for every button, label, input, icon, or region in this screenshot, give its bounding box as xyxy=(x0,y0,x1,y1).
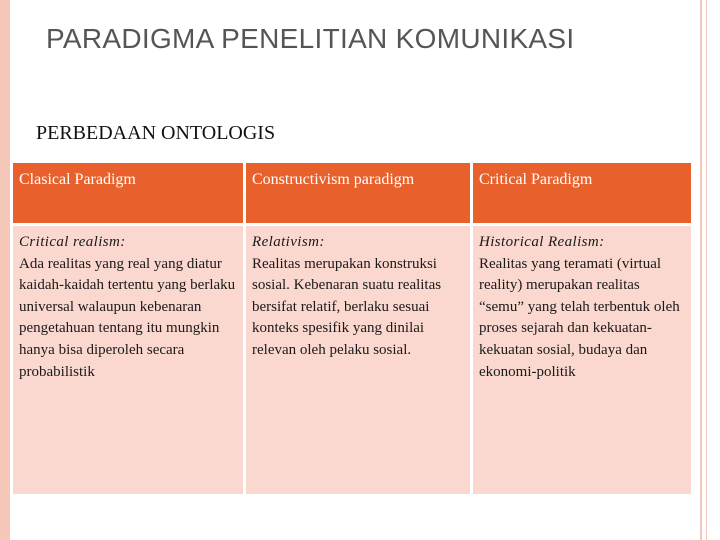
right-accent-border-inner xyxy=(706,0,707,540)
table-row xyxy=(13,226,691,494)
right-accent-border xyxy=(700,0,702,540)
cell-label-historical-realism: Historical Realism: xyxy=(479,234,605,250)
cell-body-critical: Realitas yang teramati (virtual reality) merupakan realitas “semu” yang telah terbentuk oleh proses sejarah dan kekuatan-kekuatan sosial, budaya dan ekonomi-politik xyxy=(479,255,680,380)
slide-subtitle: PERBEDAAN ONTOLOGIS xyxy=(36,122,276,144)
table-header-row xyxy=(13,163,691,223)
cell-body-classical: Ada realitas yang real yang diatur kaidah-kaidah tertentu yang berlaku universal walaupun kebenaran pengetahuan tentang itu mungkin hanya bisa diperoleh secara probabilistik xyxy=(19,255,236,380)
header-critical-paradigm: Critical Paradigm xyxy=(473,163,691,223)
slide-title: PARADIGMA PENELITIAN KOMUNIKASI xyxy=(46,23,575,54)
cell-body-constructivism: Realitas merupakan konstruksi sosial. Kebenaran suatu realitas bersifat relatif, berlaku sesuai konteks spesifik yang dinilai relevan oleh pelaku sosial. xyxy=(252,255,442,358)
left-accent-border xyxy=(0,0,10,540)
paradigm-comparison-table xyxy=(10,160,694,497)
cell-label-critical-realism: Critical realism: xyxy=(19,234,126,250)
header-classical-paradigm: Clasical Paradigm xyxy=(13,163,243,223)
cell-label-relativism: Relativism: xyxy=(252,234,325,250)
cell-critical xyxy=(473,226,691,494)
header-constructivism-paradigm: Constructivism paradigm xyxy=(246,163,470,223)
cell-classical xyxy=(13,226,243,494)
cell-constructivism xyxy=(246,226,470,494)
